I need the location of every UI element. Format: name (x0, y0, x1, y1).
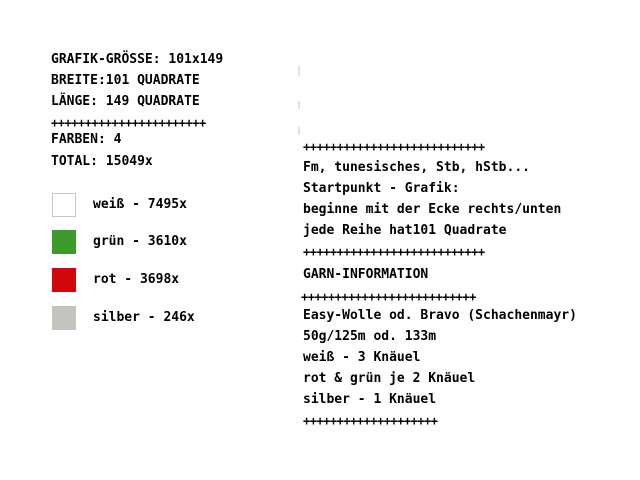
start-corner-text: beginne mit der Ecke rechts/unten (303, 202, 562, 217)
technique-text: Fm, tunesisches, Stb, hStb... (303, 160, 530, 175)
swatch-white (52, 193, 76, 217)
separator-line: ++++++++++++++++++++ (303, 414, 438, 428)
yarn-white-qty: weiß - 3 Knäuel (303, 350, 421, 365)
grafik-size-text: GRAFIK-GRÖSSE: 101x149 (51, 52, 224, 67)
breite-text: BREITE:101 QUADRATE (51, 73, 200, 88)
yarn-weight-text: 50g/125m od. 133m (303, 329, 437, 344)
total-text: TOTAL: 15049x (51, 154, 153, 169)
row-squares-text: jede Reihe hat101 Quadrate (303, 223, 507, 238)
color-label-silver: silber - 246x (93, 310, 195, 325)
farben-text: FARBEN: 4 (51, 132, 122, 147)
swatch-red (52, 268, 76, 292)
faint-mark (298, 66, 300, 76)
yarn-red-green-qty: rot & grün je 2 Knäuel (303, 371, 476, 386)
separator-line: +++++++++++++++++++++++ (51, 116, 206, 130)
startpunkt-text: Startpunkt - Grafik: (303, 181, 460, 196)
garn-info-title: GARN-INFORMATION (303, 267, 429, 282)
separator-line: +++++++++++++++++++++++++++ (303, 245, 485, 259)
separator-line: ++++++++++++++++++++++++++ (301, 290, 476, 304)
color-label-red: rot - 3698x (93, 272, 180, 287)
color-label-white: weiß - 7495x (93, 197, 187, 212)
faint-mark (298, 127, 300, 135)
faint-mark (298, 101, 300, 109)
laenge-text: LÄNGE: 149 QUADRATE (51, 94, 200, 109)
yarn-silver-qty: silber - 1 Knäuel (303, 392, 437, 407)
swatch-silver (52, 306, 76, 330)
yarn-brand-text: Easy-Wolle od. Bravo (Schachenmayr) (303, 308, 577, 323)
color-label-green: grün - 3610x (93, 234, 187, 249)
swatch-green (52, 230, 76, 254)
separator-line: +++++++++++++++++++++++++++ (303, 140, 485, 154)
